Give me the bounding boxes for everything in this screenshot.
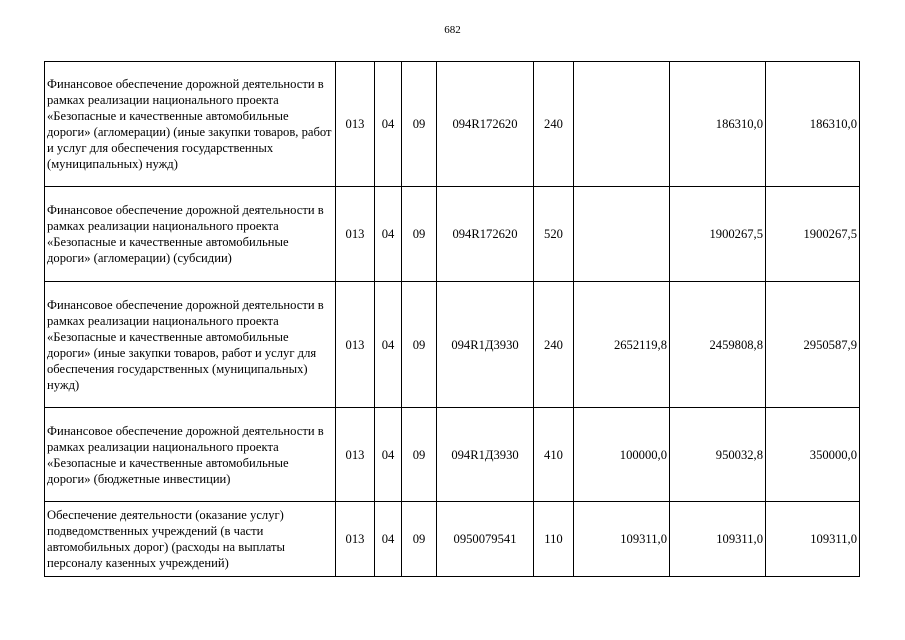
cell-code4: 094R172620 xyxy=(437,187,534,282)
cell-code3: 09 xyxy=(402,502,437,577)
cell-code1: 013 xyxy=(336,62,375,187)
budget-table xyxy=(44,61,860,577)
cell-code2: 04 xyxy=(375,187,402,282)
cell-code5: 240 xyxy=(534,62,574,187)
cell-value1: 109311,0 xyxy=(574,502,670,577)
cell-code1: 013 xyxy=(336,408,375,502)
cell-code1: 013 xyxy=(336,502,375,577)
cell-value3: 350000,0 xyxy=(766,408,860,502)
cell-code5: 240 xyxy=(534,282,574,408)
cell-value2: 186310,0 xyxy=(670,62,766,187)
cell-value2: 109311,0 xyxy=(670,502,766,577)
cell-code1: 013 xyxy=(336,187,375,282)
cell-code3: 09 xyxy=(402,282,437,408)
row-description: Финансовое обеспечение дорожной деятельности в рамках реализации национального проекта «Безопасные и качественные автомобильные дороги» (бюджетные инвестиции) xyxy=(45,408,336,502)
table-row xyxy=(45,408,860,502)
cell-code3: 09 xyxy=(402,62,437,187)
row-description: Финансовое обеспечение дорожной деятельности в рамках реализации национального проекта «Безопасные и качественные автомобильные дороги» (иные закупки товаров, работ и услуг для обеспечения государственных (муниципальных) нужд) xyxy=(45,282,336,408)
row-description: Финансовое обеспечение дорожной деятельности в рамках реализации национального проекта «Безопасные и качественные автомобильные дороги» (агломерации) (иные закупки товаров, работ и услуг для обеспечения государственных (муниципальных) нужд) xyxy=(45,62,336,187)
cell-value2: 1900267,5 xyxy=(670,187,766,282)
cell-code4: 0950079541 xyxy=(437,502,534,577)
cell-value1: 100000,0 xyxy=(574,408,670,502)
table-row xyxy=(45,502,860,577)
cell-code2: 04 xyxy=(375,282,402,408)
cell-value2: 2459808,8 xyxy=(670,282,766,408)
table-row xyxy=(45,62,860,187)
cell-code4: 094R1Д3930 xyxy=(437,408,534,502)
cell-code3: 09 xyxy=(402,408,437,502)
cell-code1: 013 xyxy=(336,282,375,408)
cell-code2: 04 xyxy=(375,62,402,187)
row-description: Финансовое обеспечение дорожной деятельности в рамках реализации национального проекта «Безопасные и качественные автомобильные дороги» (агломерации) (субсидии) xyxy=(45,187,336,282)
cell-code3: 09 xyxy=(402,187,437,282)
cell-code5: 410 xyxy=(534,408,574,502)
cell-value3: 109311,0 xyxy=(766,502,860,577)
table-row xyxy=(45,187,860,282)
cell-value3: 2950587,9 xyxy=(766,282,860,408)
cell-value1: 2652119,8 xyxy=(574,282,670,408)
cell-code2: 04 xyxy=(375,502,402,577)
row-description: Обеспечение деятельности (оказание услуг) подведомственных учреждений (в части автомобильных дорог) (расходы на выплаты персоналу казенных учреждений) xyxy=(45,502,336,577)
cell-value2: 950032,8 xyxy=(670,408,766,502)
cell-code4: 094R172620 xyxy=(437,62,534,187)
cell-value3: 186310,0 xyxy=(766,62,860,187)
cell-value3: 1900267,5 xyxy=(766,187,860,282)
cell-value1 xyxy=(574,62,670,187)
cell-value1 xyxy=(574,187,670,282)
cell-code5: 520 xyxy=(534,187,574,282)
page-number: 682 xyxy=(444,24,461,36)
cell-code2: 04 xyxy=(375,408,402,502)
cell-code4: 094R1Д3930 xyxy=(437,282,534,408)
table-row xyxy=(45,282,860,408)
cell-code5: 110 xyxy=(534,502,574,577)
